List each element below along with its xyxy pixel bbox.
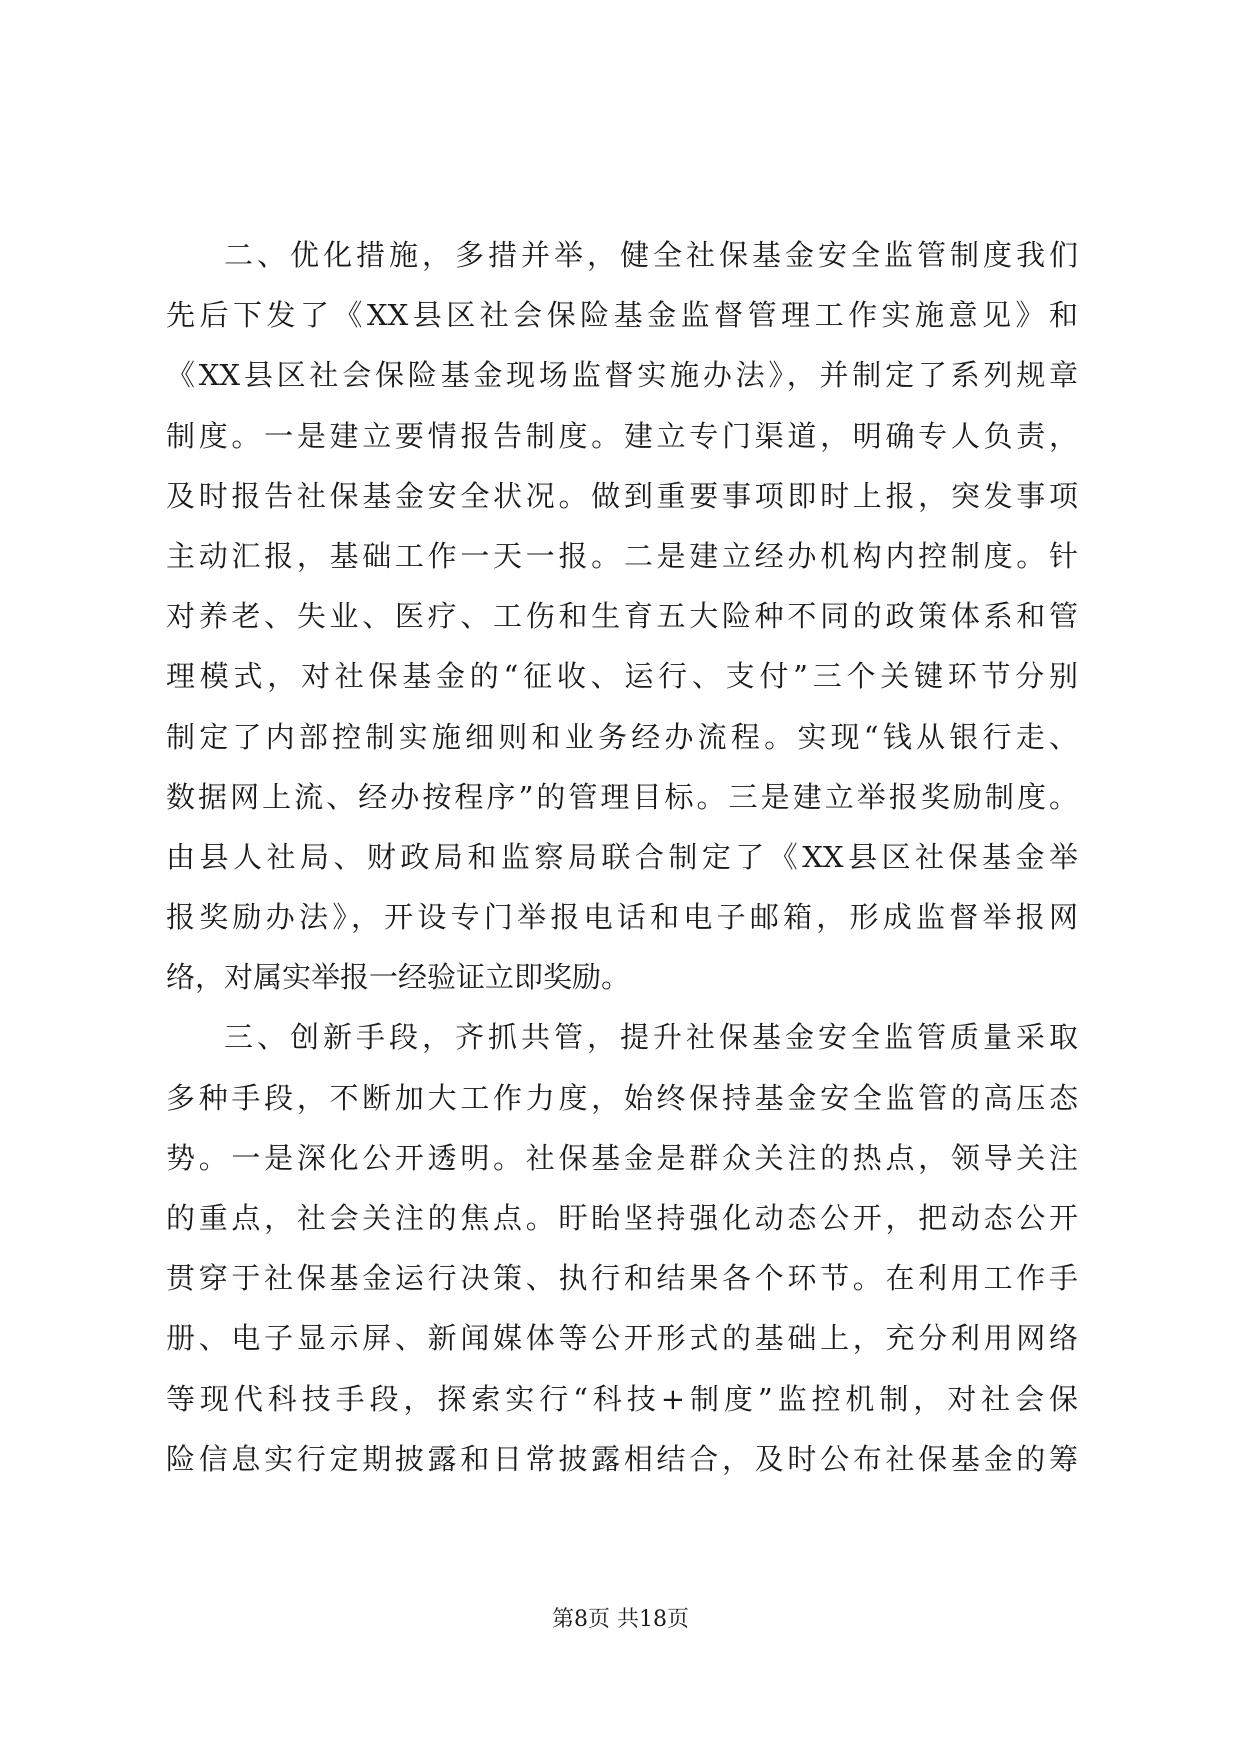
paragraph-line: 数据网上流、经办按程序”的管理目标。三是建立举报奖励制度。: [166, 779, 1078, 814]
paragraph-line: 先后下发了《XX县区社会保险基金监督管理工作实施意见》和: [166, 298, 1078, 333]
paragraph-optimize-measures: [166, 225, 1078, 1007]
paragraph-line: 络，对属实举报一经验证立即奖励。: [166, 960, 631, 995]
paragraph-line: 制定了内部控制实施细则和业务经办流程。实现“钱从银行走、: [166, 719, 1078, 754]
paragraph-line: 理模式，对社保基金的“征收、运行、支付”三个关键环节分别: [166, 659, 1078, 694]
paragraph-line: 的重点，社会关注的焦点。盱眙坚持强化动态公开，把动态公开: [166, 1201, 1078, 1235]
paragraph-line: 主动汇报，基础工作一天一报。二是建立经办机构内控制度。针: [166, 538, 1078, 573]
paragraph-line: 贯穿于社保基金运行决策、执行和结果各个环节。在利用工作手: [166, 1261, 1078, 1296]
paragraph-line: 册、电子显示屏、新闻媒体等公开形式的基础上，充分利用网络: [166, 1321, 1078, 1356]
paragraph-line: 由县人社局、财政局和监察局联合制定了《XX县区社保基金举: [166, 839, 1078, 874]
paragraph-line: 险信息实行定期披露和日常披露相结合，及时公布社保基金的筹: [166, 1441, 1078, 1476]
paragraph-line: 报奖励办法》，开设专门举报电话和电子邮箱，形成监督举报网: [166, 900, 1078, 935]
paragraph-line: 二、优化措施，多措并举，健全社保基金安全监管制度我们: [224, 238, 1078, 272]
paragraph-innovate-means: [166, 1007, 1078, 1489]
paragraph-line: 三、创新手段，齐抓共管，提升社保基金安全监管质量采取: [224, 1020, 1078, 1055]
paragraph-line: 势。一是深化公开透明。社保基金是群众关注的热点，领导关注: [166, 1140, 1078, 1175]
paragraph-line: 对养老、失业、医疗、工伤和生育五大险种不同的政策体系和管: [166, 599, 1078, 634]
paragraph-line: 多种手段，不断加大工作力度，始终保持基金安全监管的高压态: [166, 1080, 1078, 1115]
paragraph-line: 等现代科技手段，探索实行“科技+制度”监控机制，对社会保: [166, 1381, 1078, 1416]
page-number-footer: 第8页 共18页: [552, 1607, 689, 1632]
document-body: [166, 225, 1078, 1489]
paragraph-line: 及时报告社保基金安全状况。做到重要事项即时上报，突发事项: [166, 478, 1078, 513]
paragraph-line: 《XX县区社会保险基金现场监督实施办法》，并制定了系列规章: [166, 358, 1078, 393]
paragraph-line: 制度。一是建立要情报告制度。建立专门渠道，明确专人负责，: [166, 418, 1078, 453]
